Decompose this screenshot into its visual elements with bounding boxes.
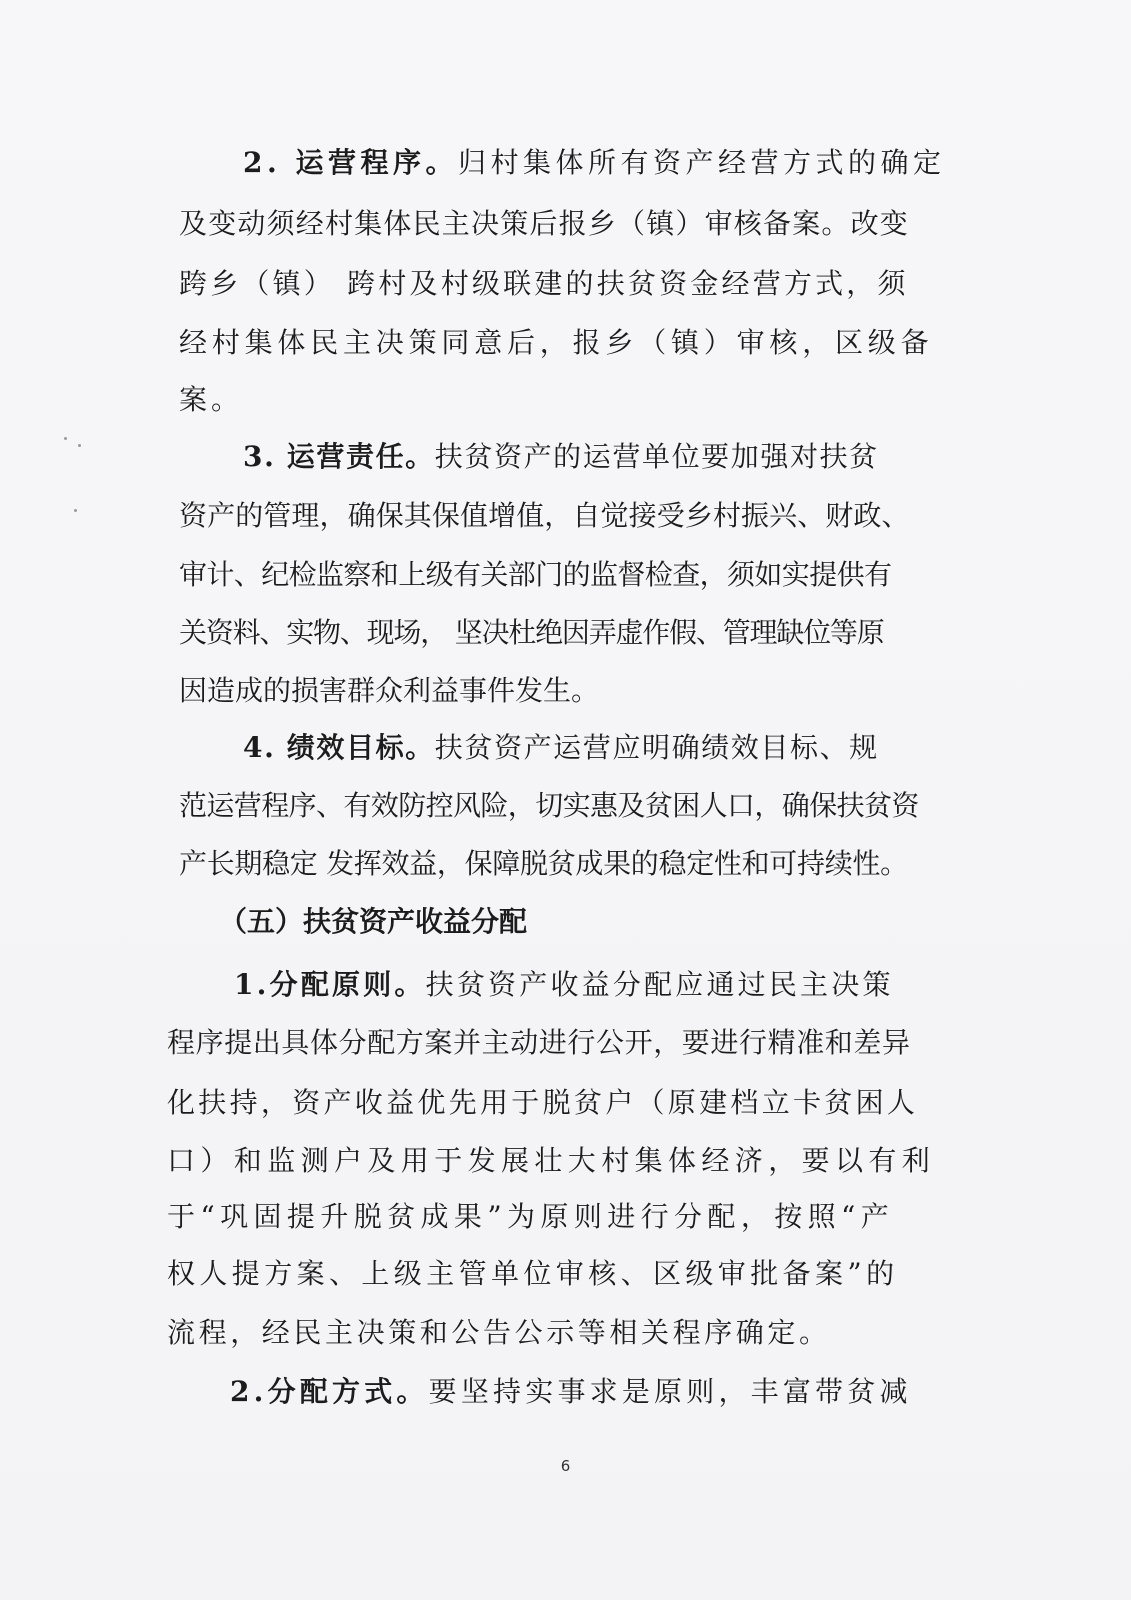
line: 口）和监测户及用于发展壮大村集体经济，要以有利 — [167, 1144, 936, 1177]
scan-speck — [78, 444, 81, 447]
line: 及变动须经村集体民主决策后报乡（镇）审核备案。改变 — [179, 207, 910, 240]
paragraph-heading: 2. 运营程序。 — [243, 146, 458, 179]
paragraph-heading: 1.分配原则。 — [234, 968, 426, 1001]
line — [234, 965, 939, 1005]
line: 案。 — [179, 383, 244, 416]
page-number: 6 — [560, 1457, 571, 1475]
line: 流程，经民主决策和公告公示等相关程序确定。 — [167, 1316, 831, 1349]
scan-speck — [64, 437, 67, 440]
line: 关资料、实物、现场， 坚决杜绝因弄虚作假、管理缺位等原 — [179, 616, 884, 649]
line: 经村集体民主决策同意后，报乡（镇）审核，区级备 — [179, 326, 934, 359]
line: 程序提出具体分配方案并主动进行公开，要进行精准和差异 — [167, 1026, 911, 1059]
paragraph-text: 要坚持实事求是原则，丰富带贫减 — [428, 1375, 912, 1408]
scan-speck — [74, 509, 77, 512]
line: 跨乡（镇） 跨村及村级联建的扶贫资金经营方式，须 — [179, 267, 909, 300]
line — [230, 1372, 912, 1412]
line: 资产的管理，确保其保值增值，自觉接受乡村振兴、财政、 — [179, 499, 910, 532]
line: 因造成的损害群众利益事件发生。 — [179, 674, 600, 707]
paragraph-text: 扶贫资产收益分配应通过民主决策 — [425, 968, 894, 1001]
line: 权人提方案、上级主管单位审核、区级审批备案”的 — [167, 1257, 899, 1290]
line — [243, 143, 946, 183]
paragraph-text: 扶贫资产运营应明确绩效目标、规 — [434, 731, 879, 764]
line — [243, 728, 913, 768]
line: 于“巩固提升脱贫成果”为原则进行分配，按照“产 — [167, 1200, 895, 1233]
line: 产长期稳定 发挥效益，保障脱贫成果的稳定性和可持续性。 — [179, 847, 908, 880]
section-heading: （五）扶贫资产收益分配 — [219, 905, 528, 938]
paragraph-heading: 2.分配方式。 — [230, 1375, 429, 1408]
line: 范运营程序、有效防控风险，切实惠及贫困人口，确保扶贫资 — [179, 789, 919, 822]
line: 审计、纪检监察和上级有关部门的监督检查，须如实提供有 — [179, 558, 892, 591]
paragraph-text: 扶贫资产的运营单位要加强对扶贫 — [434, 440, 879, 473]
paragraph-heading: 4. 绩效目标。 — [243, 731, 435, 764]
line — [243, 437, 913, 477]
paragraph-text: 归村集体所有资产经营方式的确定 — [457, 146, 946, 179]
paragraph-heading: 3. 运营责任。 — [243, 440, 435, 473]
line: 化扶持，资产收益优先用于脱贫户（原建档立卡贫困人 — [167, 1086, 919, 1119]
